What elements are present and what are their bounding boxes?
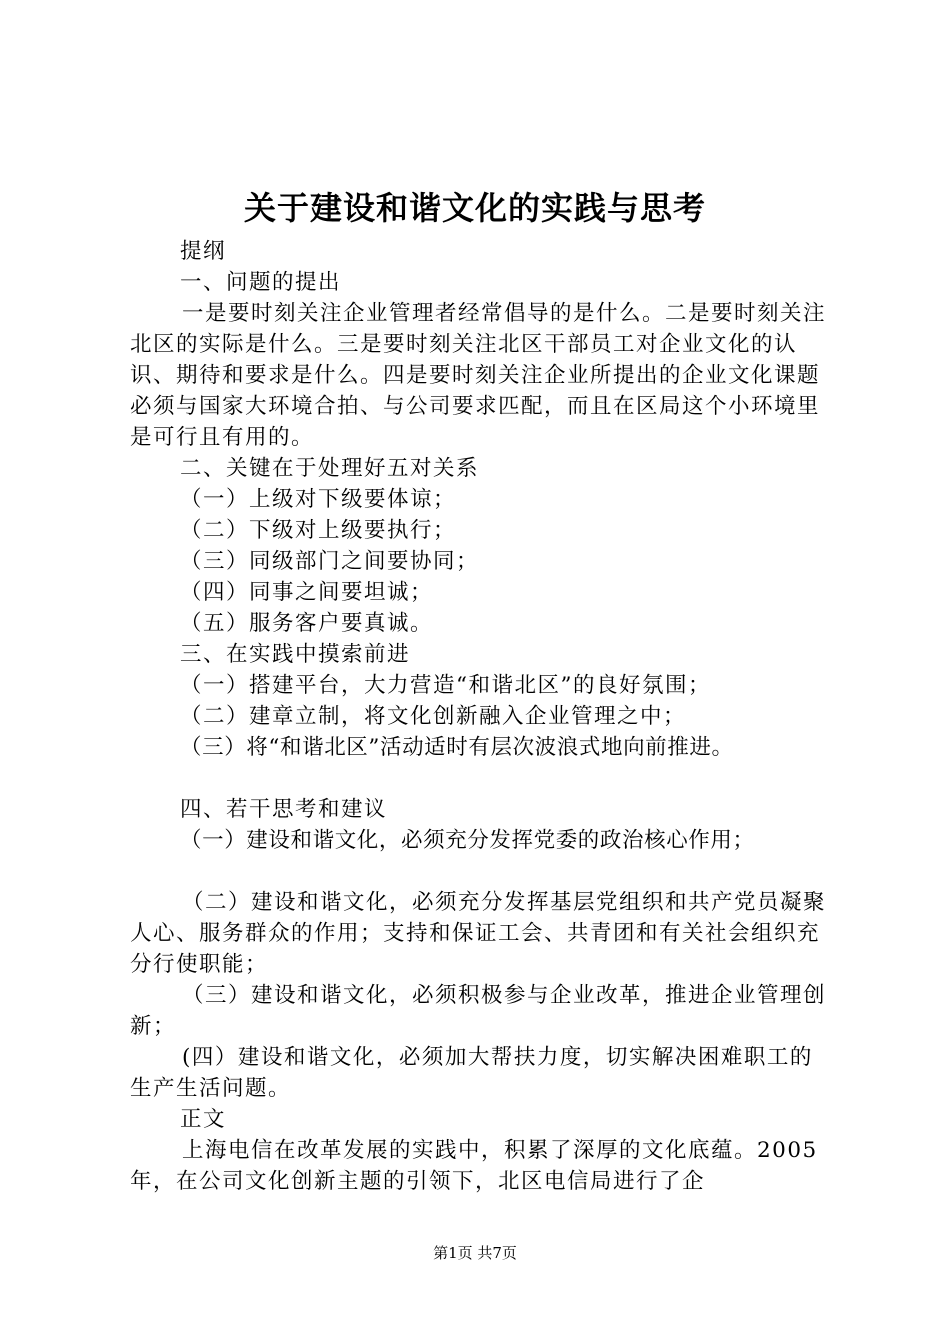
- section1-paragraph-text: 一是要时刻关注企业管理者经常倡导的是什么。二是要时刻关注北区的实际是什么。三是要时刻关注北区干部员工对企业文化的认识、期待和要求是什么。四是要时刻关注企业所提出的企业文化课题必须与国家大环境合拍、与公司要求匹配，而且在区局这个小环境里是可行且有用的。: [130, 301, 827, 450]
- section4-item-4-text: (四）建设和谐文化，必须加大帮扶力度，切实解决困难职工的生产生活问题。: [130, 1045, 813, 1101]
- main-paragraph: [130, 1135, 835, 1197]
- section1-paragraph: [130, 298, 835, 453]
- section2-item-4: （四）同事之间要坦诚；: [180, 580, 434, 605]
- section1-heading: 一、问题的提出: [180, 270, 342, 295]
- section4-item-3-text: （三）建设和谐文化，必须积极参与企业改革，推进企业管理创新；: [130, 983, 827, 1039]
- section2-heading: 二、关键在于处理好五对关系: [180, 456, 480, 481]
- document-title: 关于建设和谐文化的实践与思考: [243, 189, 706, 227]
- section2-item-3: （三）同级部门之间要协同；: [180, 549, 480, 574]
- section2-item-5: （五）服务客户要真诚。: [180, 611, 434, 636]
- section3-item-2: （二）建章立制，将文化创新融入企业管理之中；: [180, 704, 687, 729]
- section3-item-3: （三）将“和谐北区”活动适时有层次波浪式地向前推进。: [180, 735, 734, 760]
- section4-item-3: [130, 980, 835, 1042]
- section4-item-2: [130, 887, 835, 980]
- main-text-label: 正文: [180, 1107, 227, 1132]
- section4-item-4: [130, 1042, 835, 1104]
- main-paragraph-text: 上海电信在改革发展的实践中，积累了深厚的文化底蕴。2005年，在公司文化创新主题的引领下，北区电信局进行了企: [130, 1138, 818, 1194]
- section4-item-1: （一）建设和谐文化，必须充分发挥党委的政治核心作用；: [180, 828, 755, 853]
- document-body: [130, 236, 835, 1197]
- section3-heading: 三、在实践中摸索前进: [180, 642, 411, 667]
- section2-item-2: （二）下级对上级要执行；: [180, 518, 457, 543]
- paragraph-gap: [130, 856, 835, 887]
- page-footer: 第1页 共7页: [433, 1244, 517, 1262]
- section4-item-2-text: （二）建设和谐文化，必须充分发挥基层党组织和共产党员凝聚人心、服务群众的作用；支持和保证工会、共青团和有关社会组织充分行使职能；: [130, 890, 827, 977]
- section3-item-1: （一）搭建平台，大力营造“和谐北区”的良好氛围；: [180, 673, 711, 698]
- paragraph-gap: [130, 763, 835, 794]
- section2-item-1: （一）上级对下级要体谅；: [180, 487, 457, 512]
- section4-heading: 四、若干思考和建议: [180, 797, 388, 822]
- outline-label: 提纲: [180, 239, 227, 264]
